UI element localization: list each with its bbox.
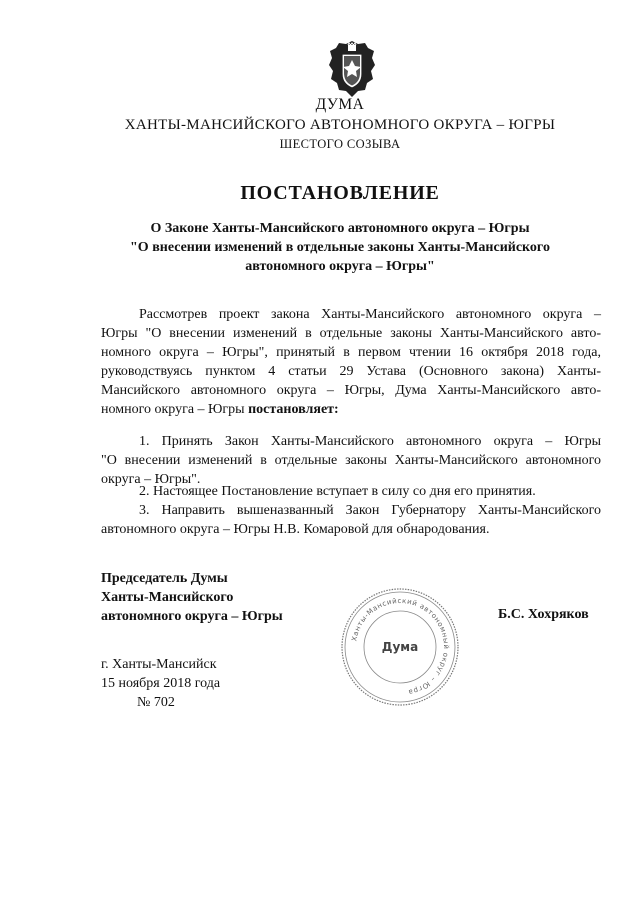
resolves-keyword: постановляет: [248,402,339,417]
item-2-line: 2. Настоящее Постановление вступает в силу со дня его принятия. [139,484,536,499]
preamble-line: номного округа – Югры", принятый в первом чтении 16 октября 2018 года, [101,345,601,360]
organization-name: ДУМА [315,96,365,113]
item-3-line: автономного округа – Югры Н.В. Комаровой для обнародования. [101,522,490,537]
seal-center-text: Дума [381,640,419,654]
preamble-line: Мансийского автономного округа – Югры, Дума Ханты-Мансийского авто- [101,383,601,398]
preamble-line: Югры "О внесении изменений в отдельные законы Ханты-Мансийского авто- [101,326,601,341]
item-1-line: "О внесении изменений в отдельные законы Ханты-Мансийского автономного [101,453,601,468]
city: г. Ханты-Мансийск [101,657,217,672]
signatory-position [101,569,283,626]
item-3-paragraph [101,501,601,539]
signatory-position-line: автономного округа – Югры [101,609,283,624]
preamble-paragraph [101,305,601,419]
signatory-position-line: Председатель Думы [101,571,228,586]
document-date: 15 ноября 2018 года [101,676,221,691]
region-name: ХАНТЫ-МАНСИЙСКОГО АВТОНОМНОГО ОКРУГА – ЮГРЫ [124,117,556,133]
preamble-line: руководствуясь пунктом 4 статьи 29 Устава (Основного закона) Ханты- [101,364,601,379]
document-number: № 702 [137,695,175,710]
document-type-title: ПОСТАНОВЛЕНИЕ [240,182,440,204]
preamble-last-text: номного округа – Югры [101,402,249,417]
coat-of-arms-emblem [327,40,377,98]
subject-line-3: автономного округа – Югры" [245,259,435,274]
signatory-position-line: Ханты-Мансийского [101,590,234,605]
seal-ring-text: Ханты-Мансийский автономный округ – Югра [350,596,451,697]
item-1-paragraph [101,432,601,489]
item-3-line: 3. Направить вышеназванный Закон Губернатору Ханты-Мансийского [139,503,601,518]
subject-line-2: "О внесении изменений в отдельные законы Ханты-Мансийского [130,240,550,255]
subject-line-1: О Законе Ханты-Мансийского автономного округа – Югры [150,221,530,236]
item-1-line: округа – Югры". [101,472,201,487]
official-seal-stamp [338,585,462,709]
convocation-label: ШЕСТОГО СОЗЫВА [279,137,401,151]
preamble-last-line [101,400,601,419]
signatory-name: Б.С. Хохряков [498,607,589,622]
item-1-line: 1. Принять Закон Ханты-Мансийского автономного округа – Югры [139,434,601,449]
preamble-line: Рассмотрев проект закона Ханты-Мансийского автономного округа – [139,307,601,322]
item-2-paragraph [101,482,601,501]
document-place-date [101,655,220,712]
